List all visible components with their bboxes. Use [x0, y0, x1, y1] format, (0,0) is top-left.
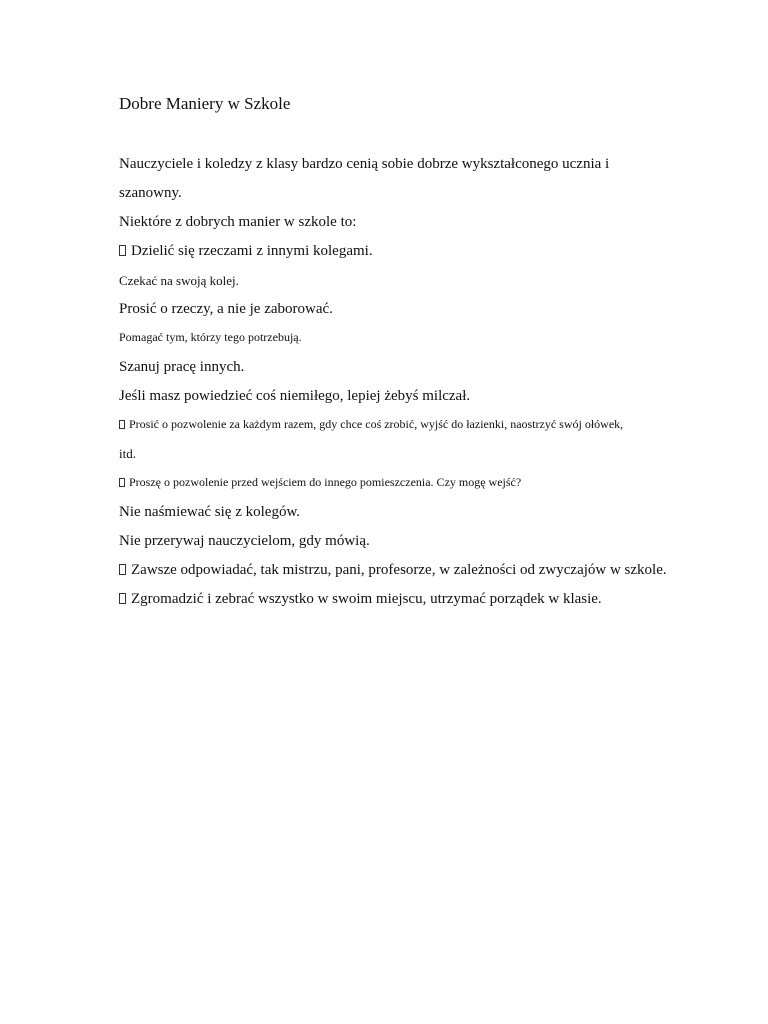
line-text: itd. [119, 446, 136, 461]
line-text: Dzielić się rzeczami z innymi kolegami. [131, 243, 373, 259]
bullet-line [119, 418, 623, 430]
bullet-box-icon [119, 420, 125, 429]
body-line [119, 447, 136, 460]
body-line [119, 186, 182, 201]
body-line [119, 389, 470, 404]
bullet-line [119, 476, 521, 488]
bullet-line [119, 592, 602, 607]
bullet-box-icon [119, 593, 126, 604]
line-text: Czekać na swoją kolej. [119, 273, 239, 288]
line-text: Jeśli masz powiedzieć coś niemiłego, lepiej żebyś milczał. [119, 388, 471, 404]
body-line [119, 274, 239, 287]
body-line [119, 534, 370, 549]
line-text: Nie przerywaj nauczycielom, gdy mówią. [119, 533, 370, 549]
body-line [119, 505, 300, 520]
line-text: Prosić o pozwolenie za każdym razem, gdy chce coś zrobić, wyjść do łazienki, naostrzyć swój ołówek, [129, 417, 624, 431]
line-text: Nie naśmiewać się z kolegów. [119, 504, 301, 520]
bullet-box-icon [119, 564, 126, 575]
line-text: Zgromadzić i zebrać wszystko w swoim miejscu, utrzymać porządek w klasie. [131, 591, 602, 607]
bullet-line [119, 244, 373, 259]
bullet-box-icon [119, 245, 126, 256]
body-line [119, 215, 356, 230]
line-text: Nauczyciele i koledzy z klasy bardzo cenią sobie dobrze wykształconego ucznia i [119, 156, 610, 172]
line-text: Szanuj pracę innych. [119, 359, 245, 375]
bullet-box-icon [119, 478, 125, 487]
line-text: Pomagać tym, którzy tego potrzebują. [119, 330, 302, 344]
body-line [119, 360, 244, 375]
line-text: szanowny. [119, 185, 182, 201]
body-line [119, 331, 302, 343]
bullet-line [119, 563, 667, 578]
document-title: Dobre Maniery w Szkole [119, 94, 291, 113]
line-text: Prosić o rzeczy, a nie je zaborować. [119, 301, 333, 317]
line-text: Niektóre z dobrych manier w szkole to: [119, 214, 357, 230]
line-text: Zawsze odpowiadać, tak mistrzu, pani, profesorze, w zależności od zwyczajów w szkole. [131, 562, 667, 578]
line-text: Proszę o pozwolenie przed wejściem do innego pomieszczenia. Czy mogę wejść? [129, 475, 522, 489]
body-line [119, 302, 333, 317]
body-line [119, 157, 609, 172]
